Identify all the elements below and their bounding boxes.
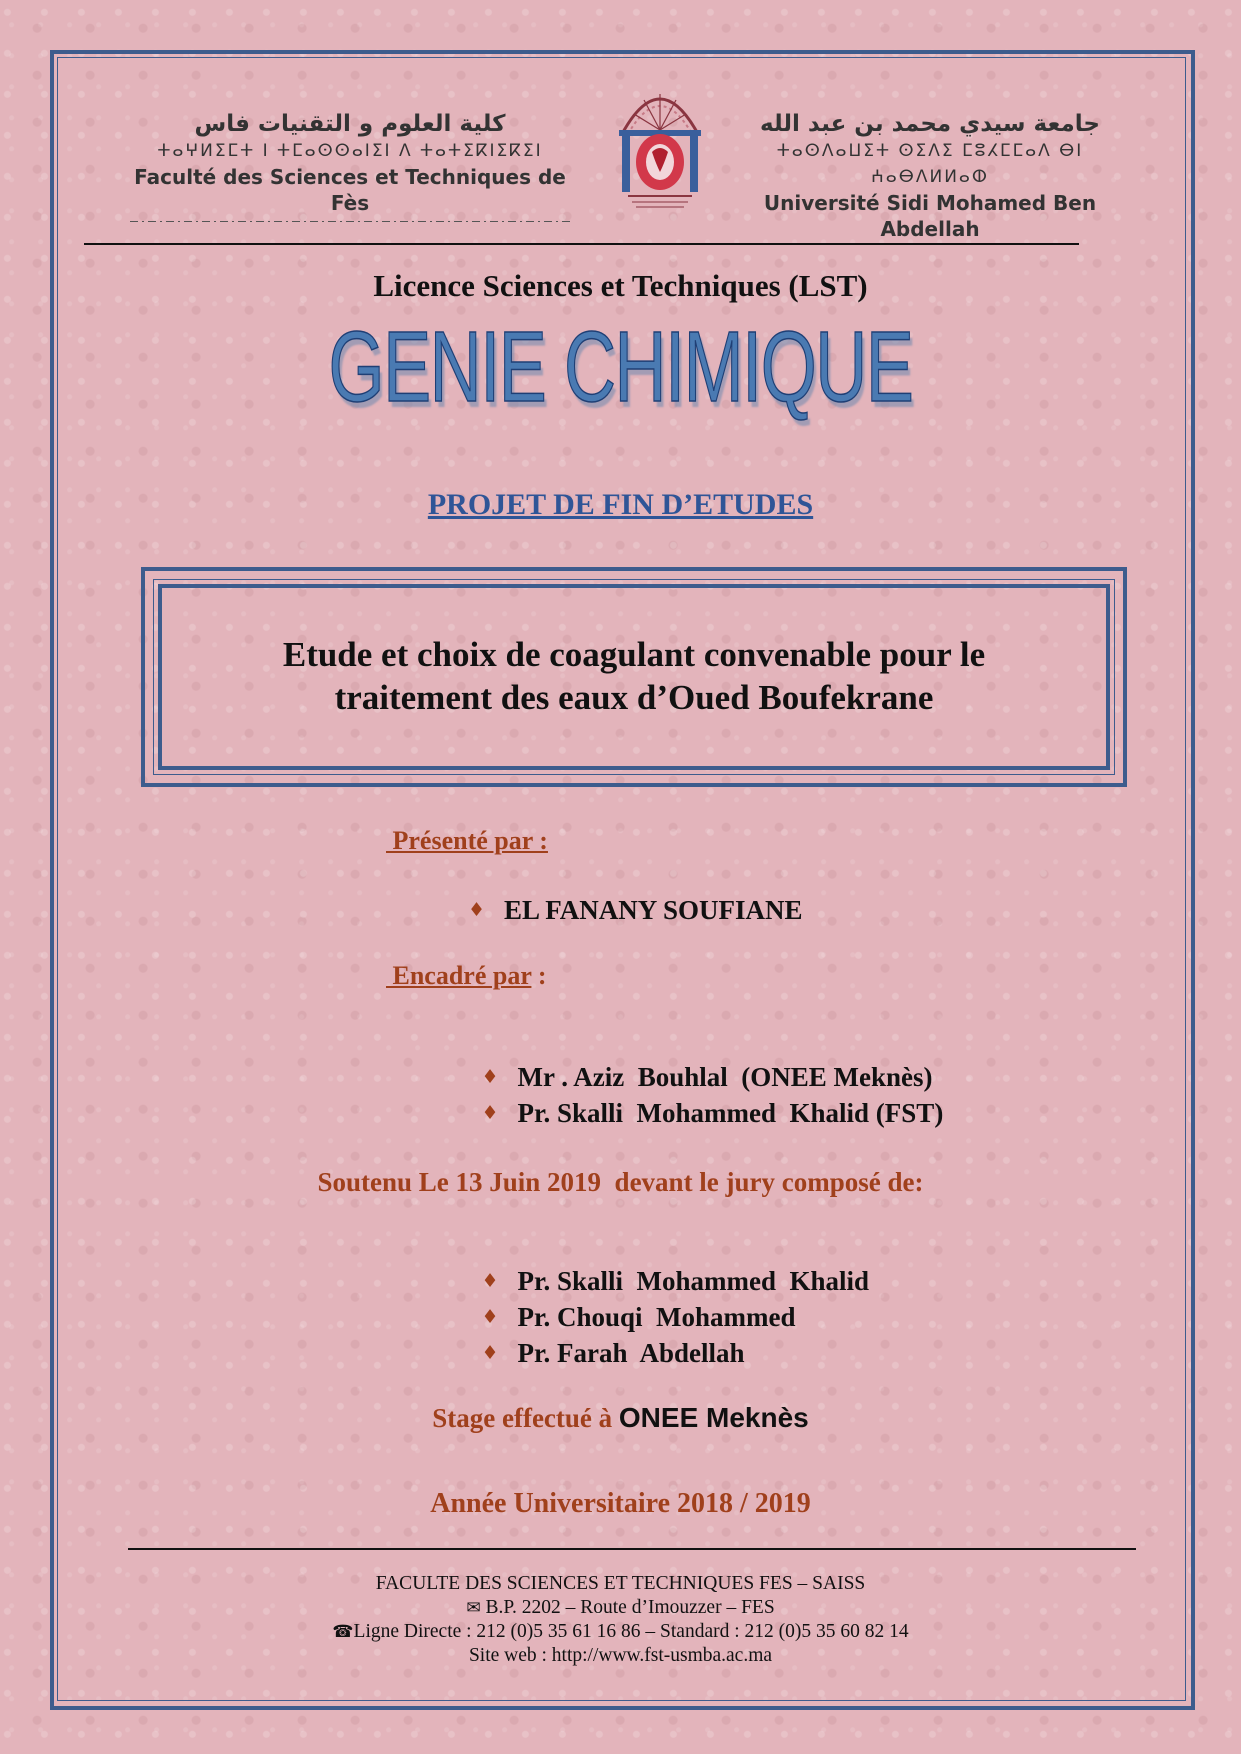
footer [0,1572,1241,1668]
student-name: EL FANANY SOUFIANE [504,895,803,925]
header-divider [84,243,1079,245]
defense-statement: Soutenu Le 13 Juin 2019 devant le jury composé de: [317,1167,924,1197]
faculty-header-decoration [130,220,570,228]
jury-member-name: Pr. Skalli Mohammed Khalid [517,1266,870,1296]
faculty-name-tifinagh: ⵜⴰⵖⵍⵉⵎⵜ ⵏ ⵜⵎⴰⵙⵙⴰⵏⵉⵏ ⴷ ⵜⴰⵜⵉⴽⵏⵉⴽⵉⵏ [157,141,543,161]
program-name: Licence Sciences et Techniques (LST) [373,268,868,303]
jury-item [468,1307,745,1369]
footer-address-line [0,1596,1241,1620]
footer-phone-line [0,1620,1241,1644]
university-name-arabic: جامعة سيدي محمد بن عبد الله [760,111,1100,137]
university-name-latin: Université Sidi Mohamed Ben Abdellah [763,191,1097,241]
telephone-icon: ☎ [332,1622,354,1642]
footer-institution: FACULTE DES SCIENCES ET TECHNIQUES FES – SAISS [375,1573,866,1594]
faculty-name-latin: Faculté des Sciences et Techniques de Fès [134,165,566,215]
jury-member-name: Pr. Chouqi Mohammed [517,1302,796,1332]
internship-organization: ONEE Meknès [618,1402,809,1433]
footer-address: B.P. 2202 – Route d’Imouzzer – FES [480,1597,775,1618]
diamond-bullet-icon: ♦ [468,899,486,921]
diamond-bullet-icon: ♦ [481,1342,499,1364]
project-title-box [141,567,1127,787]
faculty-header [120,110,580,228]
footer-divider [128,1548,1136,1550]
supervisor-item [468,1067,943,1129]
diamond-bullet-icon: ♦ [481,1306,499,1328]
envelope-icon: ✉ [466,1598,481,1618]
student-item [468,895,803,926]
diamond-bullet-icon: ♦ [481,1102,499,1124]
academic-year: Année Universitaire 2018 / 2019 [430,1488,811,1519]
faculty-name-arabic: كلية العلوم و التقنيات فاس [194,111,506,137]
project-title-line-1: Etude et choix de coagulant convenable pour le [282,635,986,674]
internship-prefix: Stage effectué à [432,1403,619,1433]
department-title: GENIE CHIMIQUE [328,311,913,423]
footer-phone: Ligne Directe : 212 (0)5 35 61 16 86 – Standard : 212 (0)5 35 60 82 14 [353,1621,909,1642]
university-emblem-logo [614,72,706,212]
department-title-wrap [0,310,1241,425]
university-name-tifinagh: ⵜⴰⵙⴷⴰⵡⵉⵜ ⵙⵉⴷⵉ ⵎⵓⵃⵎⵎⴰⴷ ⴱⵏ ⵄⴰⴱⴷⵍⵍⴰⵀ [776,141,1084,187]
document-type-heading: PROJET DE FIN D’ETUDES [427,488,814,521]
jury-member-name: Pr. Farah Abdellah [517,1338,745,1368]
supervisor-name: Pr. Skalli Mohammed Khalid (FST) [517,1098,944,1128]
diamond-bullet-icon: ♦ [481,1066,499,1088]
internship-statement [0,1402,1241,1434]
supervised-by-label: Encadré par : [386,961,547,990]
footer-website: Site web : http://www.fst-usmba.ac.ma [468,1645,773,1666]
project-title-line-2: traitement des eaux d’Oued Boufekrane [334,678,934,717]
presented-by-label: Présenté par : [386,826,548,855]
diamond-bullet-icon: ♦ [481,1270,499,1292]
project-title [145,633,1123,719]
university-header [730,110,1130,242]
supervisor-name: Mr . Aziz Bouhlal (ONEE Meknès) [517,1062,933,1092]
